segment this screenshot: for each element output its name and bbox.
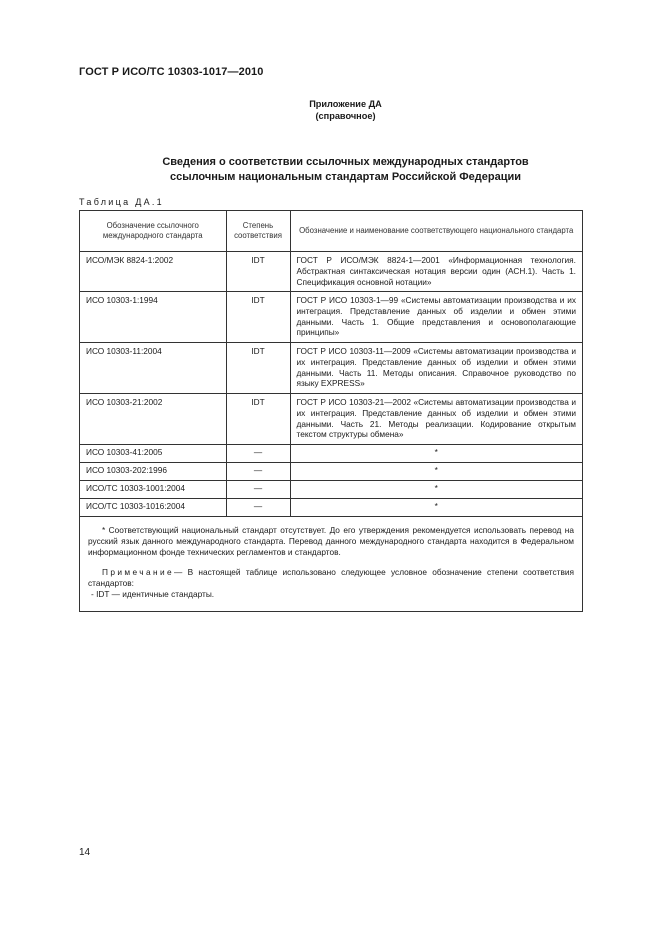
header-international-standard: Обозначение ссылочного международного стандарта	[80, 211, 226, 252]
appendix-title: Приложение ДА	[309, 99, 382, 109]
note-item: - IDT — идентичные стандарты.	[91, 588, 215, 599]
note-text: — В настоящей таблице использовано следующее условное обозначение степени соответствия стандартов:	[88, 567, 574, 589]
cell-international: ИСО/ТС 10303-1001:2004	[80, 481, 226, 499]
cell-international: ИСО 10303-202:1996	[80, 463, 226, 481]
table-row	[80, 394, 582, 445]
table-row	[80, 481, 582, 499]
page-number: 14	[79, 847, 91, 858]
cell-degree: —	[226, 499, 290, 517]
cell-international: ИСО 10303-21:2002	[80, 394, 226, 445]
cell-degree: IDT	[226, 394, 290, 445]
cell-degree: —	[226, 463, 290, 481]
table-row	[80, 499, 582, 517]
footnote-text: * Соответствующий национальный стандарт отсутствует. До его утверждения рекомендуется использовать перевод на русский язык данного международного стандарта. Перевод данного международного стандарта находится в Федеральном информационном фонде технических регламентов и стандартов.	[88, 525, 574, 557]
section-title	[0, 155, 661, 184]
section-title-line-1: Сведения о соответствии ссылочных международных стандартов	[162, 156, 529, 168]
cell-national: ГОСТ Р ИСО 10303-11—2009 «Системы автоматизации производства и их интеграция. Представление данных об изделии и обмен этими данными. Часть 11. Методы описания. Справочное руководство по языку EXPRESS»	[290, 343, 582, 394]
correspondence-table	[80, 211, 582, 604]
cell-degree: IDT	[226, 252, 290, 292]
cell-international: ИСО/МЭК 8824-1:2002	[80, 252, 226, 292]
cell-international: ИСО/ТС 10303-1016:2004	[80, 499, 226, 517]
table-header-row	[80, 211, 582, 252]
cell-national: *	[290, 499, 582, 517]
correspondence-table-frame	[79, 210, 583, 612]
cell-international: ИСО 10303-11:2004	[80, 343, 226, 394]
table-footnote-cell	[80, 517, 582, 604]
cell-international: ИСО 10303-1:1994	[80, 292, 226, 343]
header-national-standard: Обозначение и наименование соответствующего национального стандарта	[290, 211, 582, 252]
note-paragraph	[88, 567, 574, 589]
header-degree: Степень соответствия	[226, 211, 290, 252]
table-footnote-row	[80, 517, 582, 604]
cell-degree: —	[226, 445, 290, 463]
cell-national: ГОСТ Р ИСО 10303-1—99 «Системы автоматизации производства и их интеграция. Представление данных об изделии и обмен этими данными. Часть 1. Общие представления и основополагающие принципы»	[290, 292, 582, 343]
table-row	[80, 463, 582, 481]
cell-national: *	[290, 463, 582, 481]
cell-degree: —	[226, 481, 290, 499]
section-title-line-2: ссылочным национальным стандартам Российской Федерации	[169, 170, 522, 183]
cell-national: *	[290, 481, 582, 499]
table-caption: Таблица ДА.1	[79, 197, 164, 207]
cell-national: *	[290, 445, 582, 463]
appendix-kind: (справочное)	[315, 111, 376, 121]
cell-degree: IDT	[226, 343, 290, 394]
table-row	[80, 445, 582, 463]
cell-international: ИСО 10303-41:2005	[80, 445, 226, 463]
table-row	[80, 252, 582, 292]
note-label: Примечание	[102, 567, 175, 578]
cell-national: ГОСТ Р ИСО 10303-21—2002 «Системы автоматизации производства и их интеграция. Представление данных об изделии и обмен этими данными. Часть 21. Методы реализации. Кодирование открытым текстом структуры обмена»	[290, 394, 582, 445]
cell-national: ГОСТ Р ИСО/МЭК 8824-1—2001 «Информационная технология. Абстрактная синтаксическая нотация версии один (АСН.1). Часть 1. Спецификация основной нотации»	[290, 252, 582, 292]
table-row	[80, 343, 582, 394]
table-row	[80, 292, 582, 343]
appendix-heading	[0, 98, 661, 122]
document-code-header: ГОСТ Р ИСО/ТС 10303-1017—2010	[79, 66, 264, 78]
cell-degree: IDT	[226, 292, 290, 343]
